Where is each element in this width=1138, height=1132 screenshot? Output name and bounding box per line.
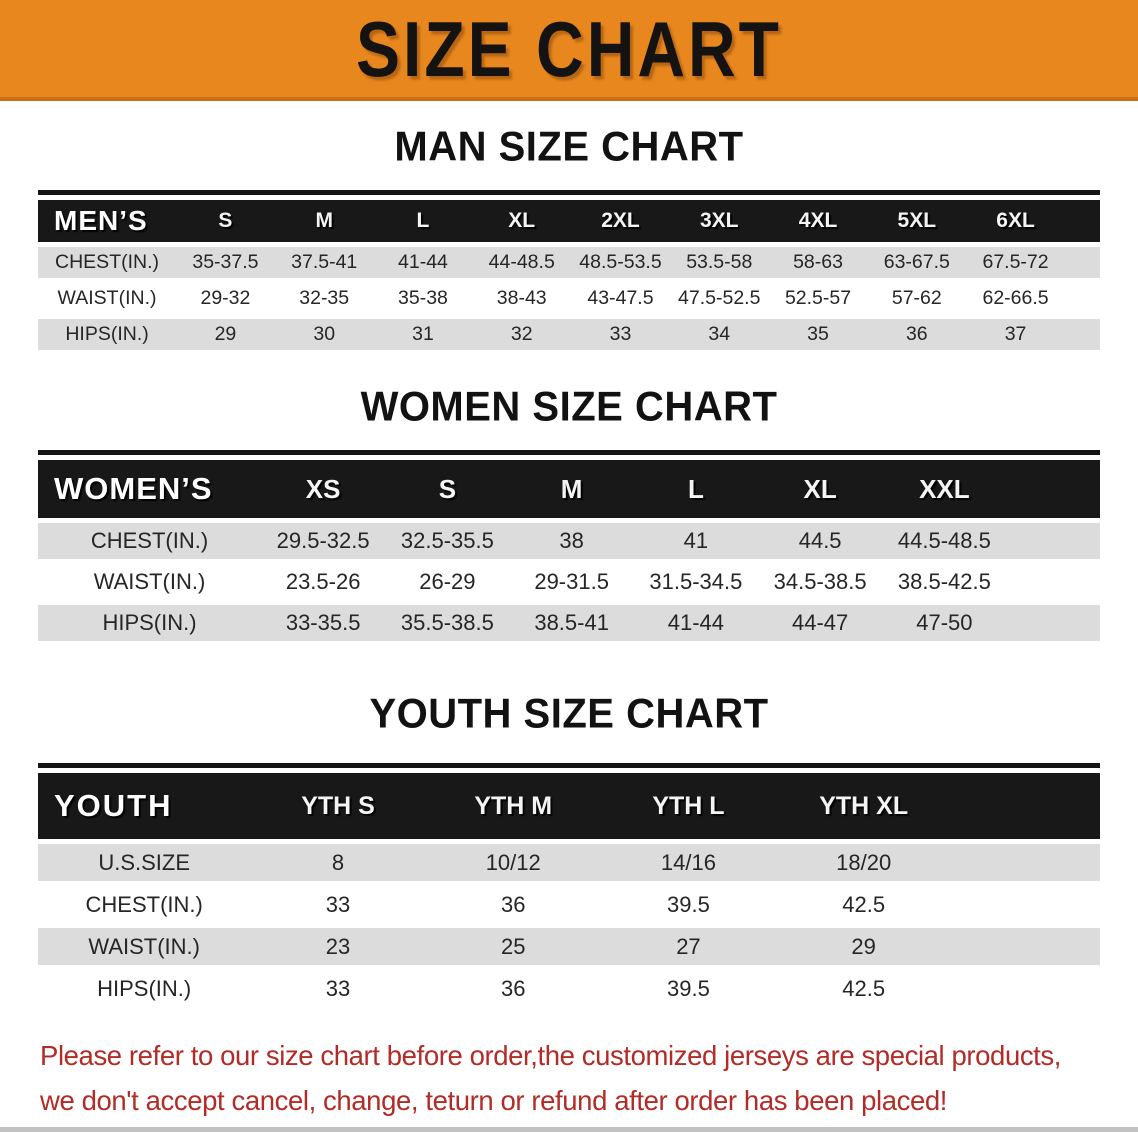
- size-value-cell: 29.5-32.5: [261, 523, 385, 559]
- size-value-cell: 31: [374, 319, 473, 350]
- table-row: [38, 319, 1100, 350]
- row-spacer: [951, 928, 1100, 965]
- size-column-header: YTH L: [601, 773, 776, 839]
- size-value-cell: 57-62: [867, 283, 966, 314]
- row-spacer: [1007, 605, 1100, 641]
- row-spacer: [1007, 523, 1100, 559]
- size-column-header: XL: [472, 200, 571, 242]
- row-spacer: [1065, 283, 1100, 314]
- youth-section-heading: YOUTH SIZE CHART: [369, 690, 769, 738]
- size-value-cell: 36: [426, 970, 601, 1007]
- size-value-cell: 63-67.5: [867, 247, 966, 278]
- size-value-cell: 67.5-72: [966, 247, 1065, 278]
- table-row: [38, 523, 1100, 559]
- header-spacer: [951, 773, 1100, 839]
- table-row: [38, 605, 1100, 641]
- size-value-cell: 52.5-57: [769, 283, 868, 314]
- size-value-cell: 26-29: [385, 564, 509, 600]
- size-value-cell: 44-48.5: [472, 247, 571, 278]
- size-column-header: M: [510, 460, 634, 518]
- row-spacer: [1065, 319, 1100, 350]
- men-size-section: [0, 125, 1138, 355]
- measurement-row-label: CHEST(IN.): [38, 886, 250, 923]
- size-value-cell: 25: [426, 928, 601, 965]
- size-value-cell: 38.5-42.5: [882, 564, 1006, 600]
- size-column-header: YTH S: [250, 773, 425, 839]
- women-size-table-wrap: [38, 450, 1100, 646]
- measurement-row-label: HIPS(IN.): [38, 319, 176, 350]
- size-value-cell: 35.5-38.5: [385, 605, 509, 641]
- disclaimer-line-1: Please refer to our size chart before order,the customized jerseys are special products,: [40, 1040, 1062, 1071]
- size-value-cell: 44.5: [758, 523, 882, 559]
- size-value-cell: 32.5-35.5: [385, 523, 509, 559]
- size-value-cell: 53.5-58: [670, 247, 769, 278]
- size-value-cell: 33: [250, 970, 425, 1007]
- size-column-header: 6XL: [966, 200, 1065, 242]
- size-column-header: XS: [261, 460, 385, 518]
- size-column-header: M: [275, 200, 374, 242]
- table-row: [38, 928, 1100, 965]
- size-value-cell: 44-47: [758, 605, 882, 641]
- size-value-cell: 18/20: [776, 844, 951, 881]
- size-value-cell: 34: [670, 319, 769, 350]
- size-value-cell: 36: [426, 886, 601, 923]
- row-spacer: [951, 886, 1100, 923]
- size-value-cell: 38.5-41: [510, 605, 634, 641]
- size-column-header: YTH XL: [776, 773, 951, 839]
- measurement-row-label: WAIST(IN.): [38, 283, 176, 314]
- youth-size-section: [0, 692, 1138, 1012]
- size-value-cell: 29: [776, 928, 951, 965]
- size-value-cell: 44.5-48.5: [882, 523, 1006, 559]
- header-spacer: [1065, 200, 1100, 242]
- table-corner-label: YOUTH: [38, 773, 250, 839]
- measurement-row-label: HIPS(IN.): [38, 970, 250, 1007]
- size-value-cell: 39.5: [601, 970, 776, 1007]
- size-column-header: S: [385, 460, 509, 518]
- women-section-heading: WOMEN SIZE CHART: [360, 383, 778, 431]
- measurement-row-label: WAIST(IN.): [38, 928, 250, 965]
- size-value-cell: 47.5-52.5: [670, 283, 769, 314]
- header-spacer: [1007, 460, 1100, 518]
- youth-size-table-wrap: [38, 763, 1100, 1012]
- size-value-cell: 37.5-41: [275, 247, 374, 278]
- row-spacer: [1065, 247, 1100, 278]
- size-value-cell: 38: [510, 523, 634, 559]
- row-spacer: [951, 844, 1100, 881]
- size-table: [38, 195, 1100, 355]
- size-value-cell: 39.5: [601, 886, 776, 923]
- size-value-cell: 29: [176, 319, 275, 350]
- measurement-row-label: CHEST(IN.): [38, 247, 176, 278]
- size-value-cell: 62-66.5: [966, 283, 1065, 314]
- size-value-cell: 30: [275, 319, 374, 350]
- size-value-cell: 35-37.5: [176, 247, 275, 278]
- size-value-cell: 41: [634, 523, 758, 559]
- size-value-cell: 8: [250, 844, 425, 881]
- table-header-row: [38, 773, 1100, 839]
- size-value-cell: 32: [472, 319, 571, 350]
- size-value-cell: 29-32: [176, 283, 275, 314]
- size-column-header: 3XL: [670, 200, 769, 242]
- size-value-cell: 32-35: [275, 283, 374, 314]
- size-value-cell: 27: [601, 928, 776, 965]
- disclaimer-line-2: we don't accept cancel, change, teturn or refund after order has been placed!: [40, 1084, 947, 1116]
- table-header-row: [38, 200, 1100, 242]
- size-value-cell: 58-63: [769, 247, 868, 278]
- size-value-cell: 35: [769, 319, 868, 350]
- size-value-cell: 29-31.5: [510, 564, 634, 600]
- size-column-header: YTH M: [426, 773, 601, 839]
- size-column-header: L: [634, 460, 758, 518]
- table-row: [38, 283, 1100, 314]
- size-value-cell: 34.5-38.5: [758, 564, 882, 600]
- banner-title: SIZE CHART: [356, 4, 782, 93]
- row-spacer: [1007, 564, 1100, 600]
- size-value-cell: 42.5: [776, 886, 951, 923]
- size-value-cell: 31.5-34.5: [634, 564, 758, 600]
- size-value-cell: 35-38: [374, 283, 473, 314]
- size-value-cell: 38-43: [472, 283, 571, 314]
- size-value-cell: 41-44: [634, 605, 758, 641]
- size-value-cell: 23.5-26: [261, 564, 385, 600]
- size-value-cell: 10/12: [426, 844, 601, 881]
- size-table: [38, 455, 1100, 646]
- size-value-cell: 36: [867, 319, 966, 350]
- size-column-header: 5XL: [867, 200, 966, 242]
- size-column-header: XL: [758, 460, 882, 518]
- measurement-row-label: U.S.SIZE: [38, 844, 250, 881]
- measurement-row-label: HIPS(IN.): [38, 605, 261, 641]
- men-size-table-wrap: [38, 190, 1100, 355]
- disclaimer-text: [40, 1034, 1138, 1123]
- table-row: [38, 844, 1100, 881]
- table-row: [38, 247, 1100, 278]
- bottom-edge-strip: [0, 1127, 1138, 1132]
- size-table: [38, 768, 1100, 1012]
- measurement-row-label: WAIST(IN.): [38, 564, 261, 600]
- table-corner-label: WOMEN’S: [38, 460, 261, 518]
- size-chart-banner: [0, 0, 1138, 101]
- table-row: [38, 970, 1100, 1007]
- size-column-header: XXL: [882, 460, 1006, 518]
- table-row: [38, 564, 1100, 600]
- size-column-header: 4XL: [769, 200, 868, 242]
- row-spacer: [951, 970, 1100, 1007]
- size-column-header: L: [374, 200, 473, 242]
- size-value-cell: 37: [966, 319, 1065, 350]
- size-value-cell: 48.5-53.5: [571, 247, 670, 278]
- size-value-cell: 33: [250, 886, 425, 923]
- size-column-header: 2XL: [571, 200, 670, 242]
- size-value-cell: 14/16: [601, 844, 776, 881]
- size-value-cell: 33: [571, 319, 670, 350]
- women-size-section: [0, 385, 1138, 646]
- size-column-header: S: [176, 200, 275, 242]
- size-value-cell: 43-47.5: [571, 283, 670, 314]
- size-value-cell: 23: [250, 928, 425, 965]
- size-value-cell: 47-50: [882, 605, 1006, 641]
- size-value-cell: 41-44: [374, 247, 473, 278]
- table-header-row: [38, 460, 1100, 518]
- table-corner-label: MEN’S: [38, 200, 176, 242]
- table-row: [38, 886, 1100, 923]
- measurement-row-label: CHEST(IN.): [38, 523, 261, 559]
- size-value-cell: 42.5: [776, 970, 951, 1007]
- men-section-heading: MAN SIZE CHART: [394, 123, 744, 171]
- size-value-cell: 33-35.5: [261, 605, 385, 641]
